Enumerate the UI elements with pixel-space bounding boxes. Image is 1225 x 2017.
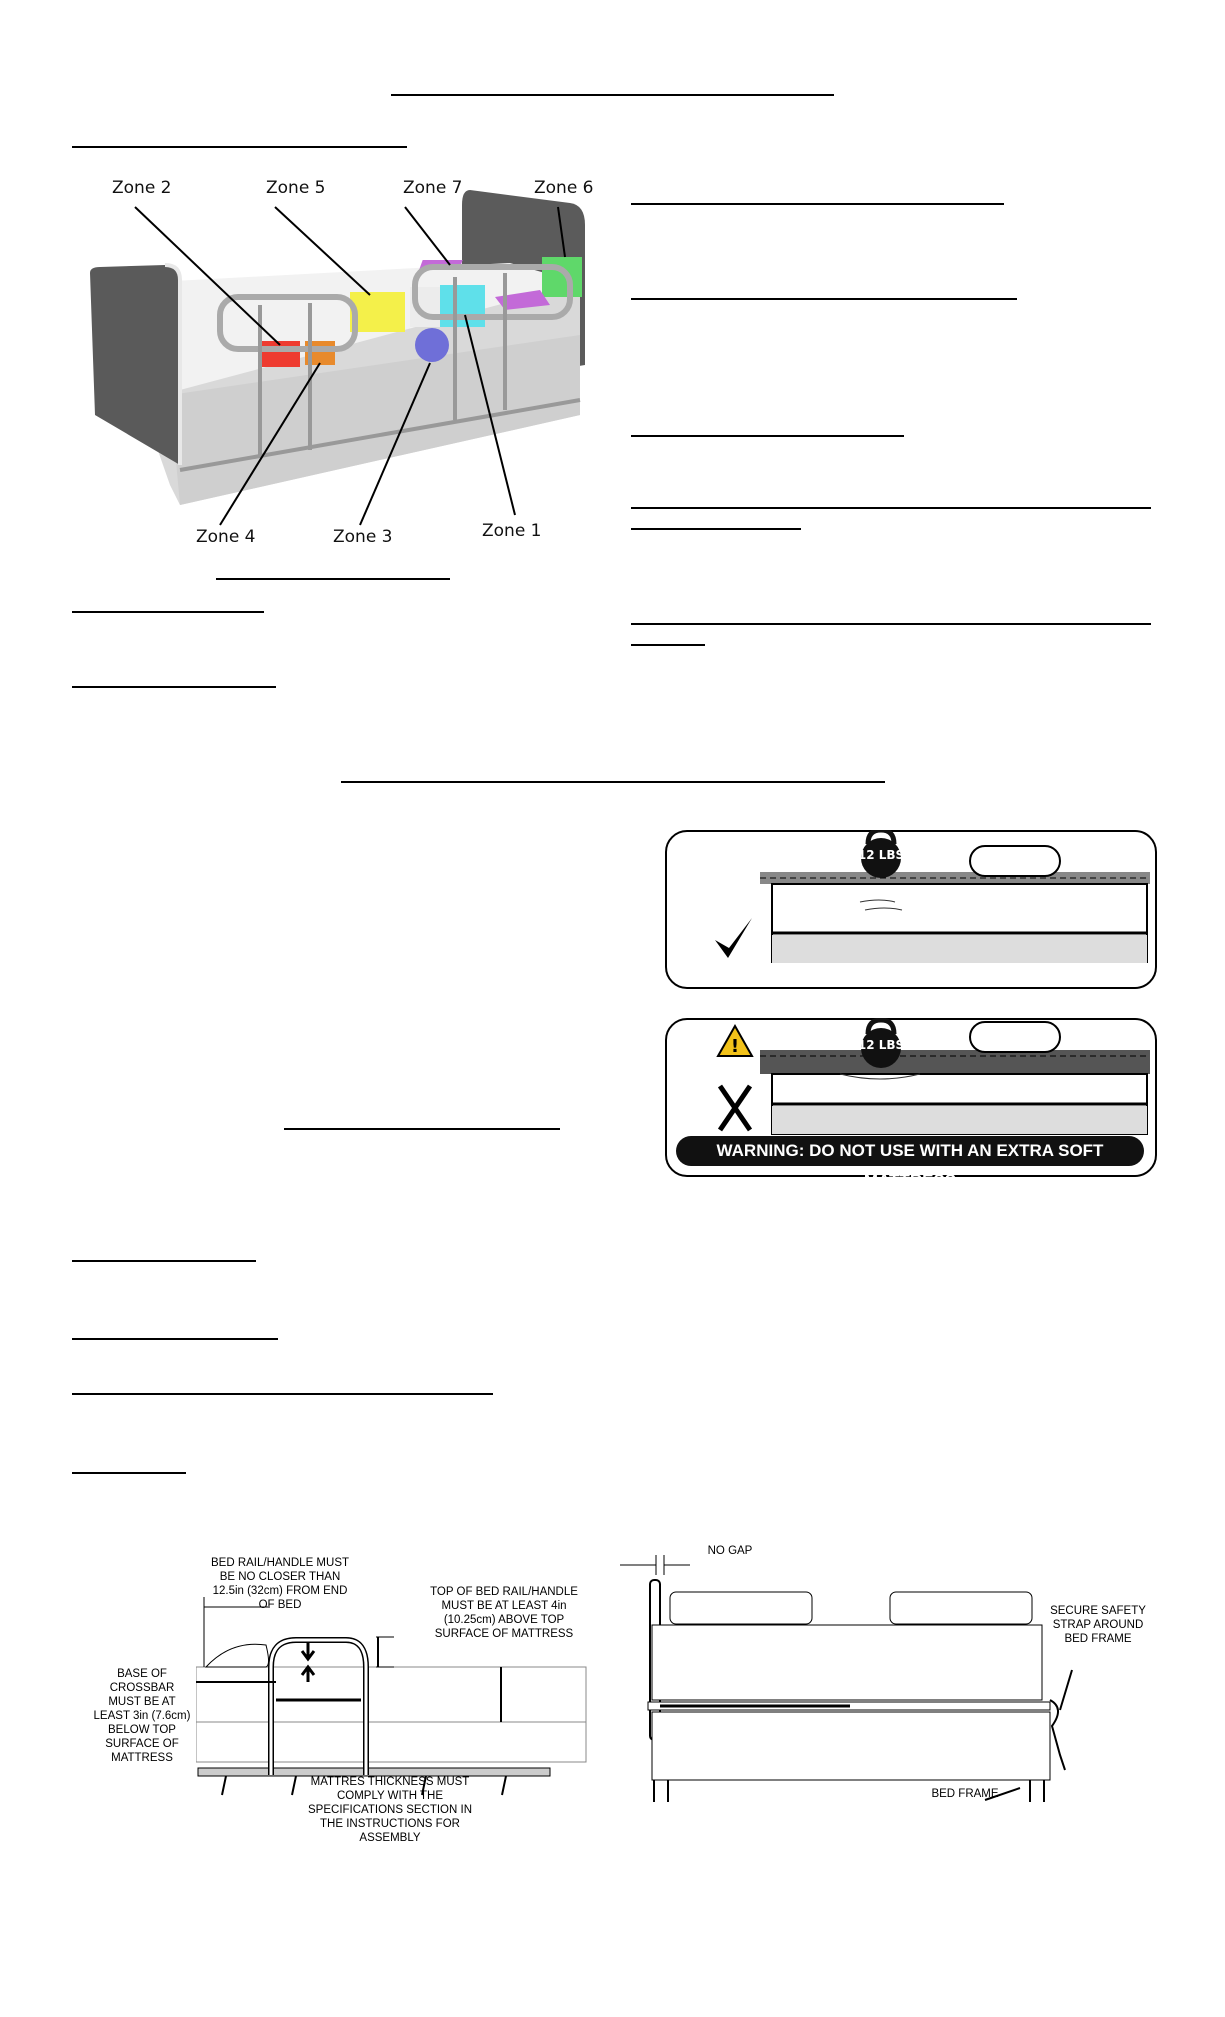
weight-label: 12 LBS — [857, 848, 905, 862]
zone-7-label: Zone 7 — [403, 178, 463, 198]
left-rule-2 — [72, 686, 276, 688]
firm-mattress-diagram — [680, 830, 1150, 980]
crossbar-note: BASE OF CROSSBAR MUST BE AT LEAST 3in (7.6cm) BELOW TOP SURFACE OF MATTRESS — [93, 1668, 191, 1764]
left-rule-1 — [72, 611, 264, 613]
bed-frame-note: BED FRAME — [931, 1788, 999, 1800]
safety-strap-note: SECURE SAFETY STRAP AROUND BED FRAME — [1050, 1605, 1146, 1645]
rail-distance-note: BED RAIL/HANDLE MUST BE NO CLOSER THAN 12.5in (32cm) FROM END OF BED — [210, 1557, 350, 1611]
mattress-section-rule — [341, 781, 885, 783]
svg-text:!: ! — [730, 1036, 740, 1057]
right-rule-5a — [631, 623, 1151, 625]
right-rule-2 — [631, 298, 1017, 300]
warning-triangle-icon — [718, 1026, 752, 1057]
zone-3-label: Zone 3 — [333, 527, 393, 547]
zone-6-area — [542, 257, 582, 297]
zone-6-label: Zone 6 — [534, 178, 594, 198]
zone-1-label: Zone 1 — [482, 521, 542, 541]
zone-3-area — [415, 328, 449, 362]
title-rule — [391, 94, 834, 96]
bed-zones-illustration — [80, 185, 600, 545]
right-rule-4b — [631, 528, 801, 530]
lower-rule-2 — [72, 1338, 278, 1340]
right-rule-3 — [631, 435, 904, 437]
soft-mattress-diagram — [680, 1018, 1150, 1138]
weight-label-soft: 12 LBS — [857, 1038, 905, 1052]
lower-rule-4 — [72, 1472, 186, 1474]
zone-1-area — [440, 285, 485, 327]
checkmark-icon — [715, 918, 752, 958]
mattress-sub-rule — [284, 1128, 560, 1130]
right-rule-5b — [631, 644, 705, 646]
section-rule-entrapment — [72, 146, 407, 148]
lower-rule-1 — [72, 1260, 256, 1262]
right-rule-4a — [631, 507, 1151, 509]
x-mark-icon — [720, 1086, 750, 1130]
zone-2-label: Zone 2 — [112, 178, 172, 198]
zone-5-label: Zone 5 — [266, 178, 326, 198]
mattress-thickness-note: MATTRES THICKNESS MUST COMPLY WITH THE SPECIFICATIONS SECTION IN THE INSTRUCTIONS FOR ASSEMBLY — [308, 1776, 472, 1844]
no-gap-note: NO GAP — [707, 1545, 753, 1557]
zone-4-label: Zone 4 — [196, 527, 256, 547]
lower-rule-3 — [72, 1393, 493, 1395]
soft-mattress-warning: WARNING: DO NOT USE WITH AN EXTRA SOFT MATTRESS — [676, 1136, 1144, 1166]
caption-rule — [216, 578, 450, 580]
right-rule-1 — [631, 203, 1004, 205]
bed-frame-diagram — [620, 1540, 1100, 1820]
rail-height-note: TOP OF BED RAIL/HANDLE MUST BE AT LEAST 4in (10.25cm) ABOVE TOP SURFACE OF MATTRESS — [430, 1586, 578, 1640]
zone-5-area — [350, 292, 405, 332]
